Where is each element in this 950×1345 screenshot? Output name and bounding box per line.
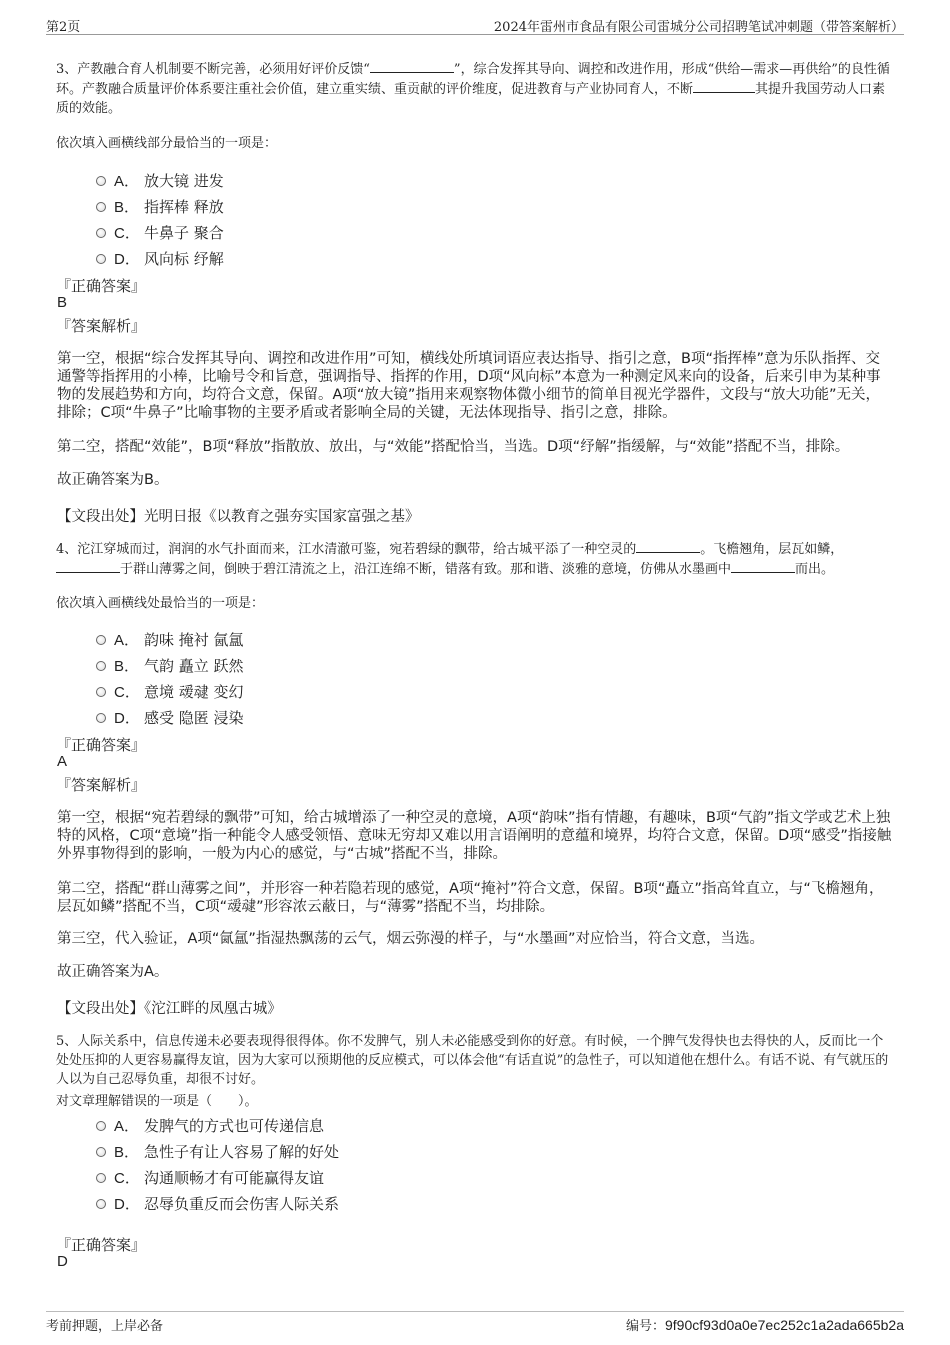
radio-button[interactable]	[96, 635, 106, 645]
radio-button[interactable]	[96, 202, 106, 212]
blank	[56, 559, 120, 573]
footer-slogan: 考前押题，上岸必备	[46, 1319, 164, 1334]
correct-answer: A	[57, 753, 68, 770]
source-citation: 【文段出处】《沱江畔的凤凰古城》	[57, 1001, 282, 1017]
page-footer	[46, 1311, 904, 1334]
question-4-prompt: 依次填入画横线处最恰当的一项是：	[56, 596, 265, 611]
analysis-paragraph: 第一空，根据“宛若碧绿的飘带”可知，给古城增添了一种空灵的意境，A项“韵味”指有情趣，有趣味，B项“气韵”指文学或艺术上独特的风格，C项“意境”指一种能令人感受领悟、意味无穷却又难以用言语阐明的意蕴和境界，均符合文意，保留。D项“感受”指接触外界事物得到的影响，一般为内心的感觉，与“古城”搭配不当，排除。	[57, 810, 892, 862]
radio-button[interactable]	[96, 176, 106, 186]
radio-button[interactable]	[96, 713, 106, 723]
correct-answer: B	[57, 294, 68, 311]
radio-button[interactable]	[96, 687, 106, 697]
analysis-label: 『答案解析』	[56, 317, 147, 335]
blank	[636, 539, 700, 553]
source-citation: 【文段出处】光明日报《以教育之强夯实国家富强之基》	[57, 509, 420, 525]
document-title: 2024年雷州市食品有限公司雷城分公司招聘笔试冲刺题（带答案解析）	[493, 20, 904, 35]
correct-answer: D	[57, 1253, 68, 1270]
radio-button[interactable]	[96, 1199, 106, 1209]
document-code: 编号：9f90cf93d0a0e7ec252c1a2ada665b2a	[625, 1317, 904, 1334]
radio-button[interactable]	[96, 661, 106, 671]
analysis-paragraph: 故正确答案为B。	[57, 472, 169, 488]
analysis-paragraph: 第二空，搭配“效能”，B项“释放”指散放、放出，与“效能”搭配恰当，当选。D项“纾解”指缓解，与“效能”搭配不当，排除。	[57, 439, 850, 455]
question-4-stem: 4、沱江穿城而过，润润的水气扑面而来，江水清澈可鉴，宛若碧绿的飘带，给古城平添了一种空灵的 。飞檐翘角，层瓦如鳞，于群山薄雾之间，倒映于碧江清流之上，沿江连绵不断，错落有致。那和谐、淡雅的意境，仿佛从水墨画中 而出。	[56, 539, 896, 579]
radio-button[interactable]	[96, 1173, 106, 1183]
correct-answer-label: 『正确答案』	[56, 277, 147, 295]
question-3-prompt: 依次填入画横线部分最恰当的一项是：	[56, 136, 278, 151]
analysis-paragraph: 故正确答案为A。	[57, 964, 169, 980]
page-header	[46, 16, 904, 35]
correct-answer-label: 『正确答案』	[56, 1236, 147, 1254]
analysis-label: 『答案解析』	[56, 776, 147, 794]
analysis-paragraph: 第二空，搭配“群山薄雾之间”，并形容一种若隐若现的感觉，A项“掩衬”符合文意，保留。B项“矗立”指高耸直立，与“飞檐翘角，层瓦如鳞”搭配不当，C项“叆叇”形容浓云蔽日，与“薄雾”搭配不当，均排除。	[57, 881, 884, 915]
radio-button[interactable]	[96, 1147, 106, 1157]
analysis-paragraph: 第一空，根据“综合发挥其导向、调控和改进作用”可知，横线处所填词语应表达指导、指引之意，B项“指挥棒”意为乐队指挥、交通警等指挥用的小棒，比喻号令和旨意，强调指导、指挥的作用，D项“风向标”本意为一种测定风来向的设备，后来引申为某种事物的发展趋势和方向，均符合文意，保留。A项“放大镜”指用来观察物体微小细节的简单目视光学器件，文段与“放大功能”无关，排除；C项“牛鼻子”比喻事物的主要矛盾或者影响全局的关键，无法体现指导、指引之意，排除。	[57, 351, 881, 421]
correct-answer-label: 『正确答案』	[56, 736, 147, 754]
page-number: 第2页	[46, 20, 81, 35]
blank	[693, 79, 755, 93]
radio-button[interactable]	[96, 1121, 106, 1131]
question-5-prompt: 对文章理解错误的一项是（ ）。	[56, 1094, 258, 1109]
question-5-stem: 5、人际关系中，信息传递未必要表现得很得体。你不发脾气，别人未必能感受到你的好意。有时候，一个脾气发得快也去得快的人，反而比一个处处压抑的人更容易赢得友谊，因为大家可以预期他的反应模式，可以体会他“有话直说”的急性子，可以知道他在想什么。有话不说、有气就压的人以为自己忍辱负重，却很不讨好。	[56, 1034, 889, 1087]
blank	[370, 59, 454, 73]
blank	[731, 559, 795, 573]
analysis-paragraph: 第三空，代入验证，A项“氤氲”指湿热飘荡的云气，烟云弥漫的样子，与“水墨画”对应恰当，符合文意，当选。	[57, 931, 764, 947]
radio-button[interactable]	[96, 254, 106, 264]
question-3-stem: 3、产教融合育人机制要不断完善，必须用好评价反馈“ ”，综合发挥其导向、调控和改进作用，形成“供给—需求—再供给”的良性循环。产教融合质量评价体系要注重社会价值，建立重实绩、重贡献的评价维度，促进教育与产业协同育人，不断 其提升我国劳动人口素质的效能。	[56, 59, 896, 118]
radio-button[interactable]	[96, 228, 106, 238]
